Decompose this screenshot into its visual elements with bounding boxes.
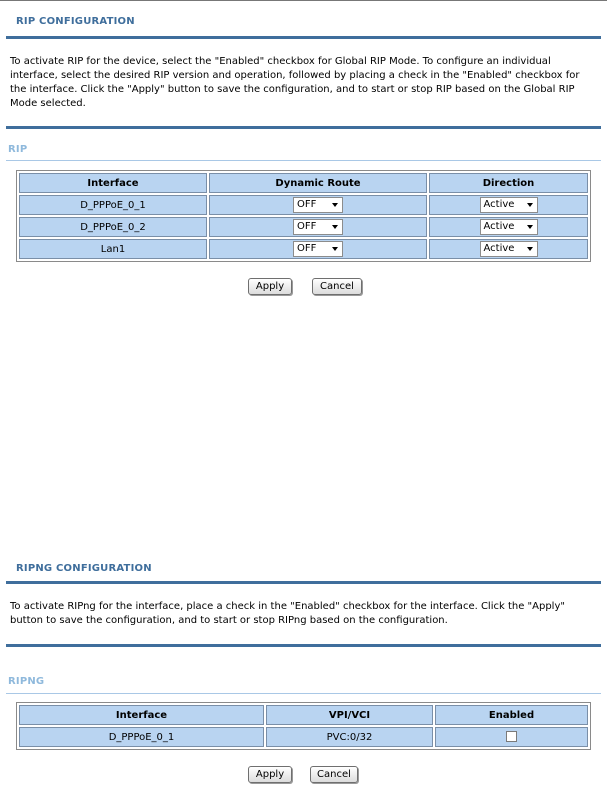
rip-section-divider — [6, 160, 601, 161]
rip-table-header — [19, 173, 588, 193]
ripng-description-divider — [6, 644, 601, 647]
chevron-down-icon — [527, 247, 533, 251]
ripng-apply-button[interactable]: Apply — [248, 766, 292, 783]
table-row — [19, 727, 588, 747]
ripng-section-title: RIPNG — [8, 676, 45, 687]
ripng-table-header — [19, 705, 588, 725]
rip-config-description: To activate RIP for the device, select the "Enabled" checkbox for Global RIP Mode. To configure an individual interface, select the desired RIP version and operation, followed by placing a check in the "Enabled" checkbox for the interface. Click the "Apply" button to save the configuration, and to start or stop RIP based on the Global RIP Mode selected. — [10, 56, 580, 109]
ripng-col-vpi-vci: VPI/VCI — [266, 705, 433, 725]
top-border — [0, 0, 607, 1]
ripng-table — [16, 702, 591, 750]
rip-cancel-button[interactable]: Cancel — [312, 278, 362, 295]
rip-description-divider — [6, 126, 601, 129]
rip-config-title: RIP CONFIGURATION — [16, 16, 135, 27]
ripng-config-divider — [6, 581, 601, 584]
dynamic-route-value: OFF — [297, 243, 317, 254]
rip-direction-cell — [429, 239, 588, 259]
chevron-down-icon — [527, 203, 533, 207]
ripng-enabled-checkbox[interactable] — [506, 731, 517, 742]
rip-row-interface: Lan1 — [19, 239, 207, 259]
rip-section-title: RIP — [8, 144, 28, 155]
rip-dynamic-route-cell — [209, 195, 427, 215]
direction-value: Active — [483, 243, 515, 254]
ripng-enabled-cell — [435, 727, 588, 747]
ripng-row-vpi-vci: PVC:0/32 — [266, 727, 433, 747]
ripng-section-divider — [6, 693, 601, 694]
rip-dynamic-route-cell — [209, 239, 427, 259]
ripng-col-enabled: Enabled — [435, 705, 588, 725]
rip-col-interface: Interface — [19, 173, 207, 193]
rip-row-interface: D_PPPoE_0_1 — [19, 195, 207, 215]
rip-dynamic-route-cell — [209, 217, 427, 237]
ripng-config-description: To activate RIPng for the interface, place a check in the "Enabled" checkbox for the interface. Click the "Apply" button to save the configuration, and to start or stop RIPng based on the configuration. — [10, 601, 565, 626]
rip-config-divider — [6, 36, 601, 39]
ripng-config-title: RIPNG CONFIGURATION — [16, 563, 152, 574]
dynamic-route-select[interactable] — [293, 241, 343, 257]
direction-value: Active — [483, 199, 515, 210]
chevron-down-icon — [332, 203, 338, 207]
ripng-cancel-button[interactable]: Cancel — [310, 766, 358, 783]
table-row — [19, 217, 588, 237]
rip-col-dynamic-route: Dynamic Route — [209, 173, 427, 193]
dynamic-route-select[interactable] — [293, 219, 343, 235]
chevron-down-icon — [527, 225, 533, 229]
direction-select[interactable] — [480, 241, 538, 257]
rip-table — [16, 170, 591, 262]
ripng-col-interface: Interface — [19, 705, 264, 725]
rip-col-direction: Direction — [429, 173, 588, 193]
direction-value: Active — [483, 221, 515, 232]
direction-select[interactable] — [480, 197, 538, 213]
rip-apply-button[interactable]: Apply — [248, 278, 292, 295]
chevron-down-icon — [332, 247, 338, 251]
rip-direction-cell — [429, 195, 588, 215]
table-row — [19, 195, 588, 215]
direction-select[interactable] — [480, 219, 538, 235]
dynamic-route-value: OFF — [297, 199, 317, 210]
chevron-down-icon — [332, 225, 338, 229]
ripng-row-interface: D_PPPoE_0_1 — [19, 727, 264, 747]
rip-direction-cell — [429, 217, 588, 237]
dynamic-route-value: OFF — [297, 221, 317, 232]
rip-row-interface: D_PPPoE_0_2 — [19, 217, 207, 237]
dynamic-route-select[interactable] — [293, 197, 343, 213]
table-row — [19, 239, 588, 259]
